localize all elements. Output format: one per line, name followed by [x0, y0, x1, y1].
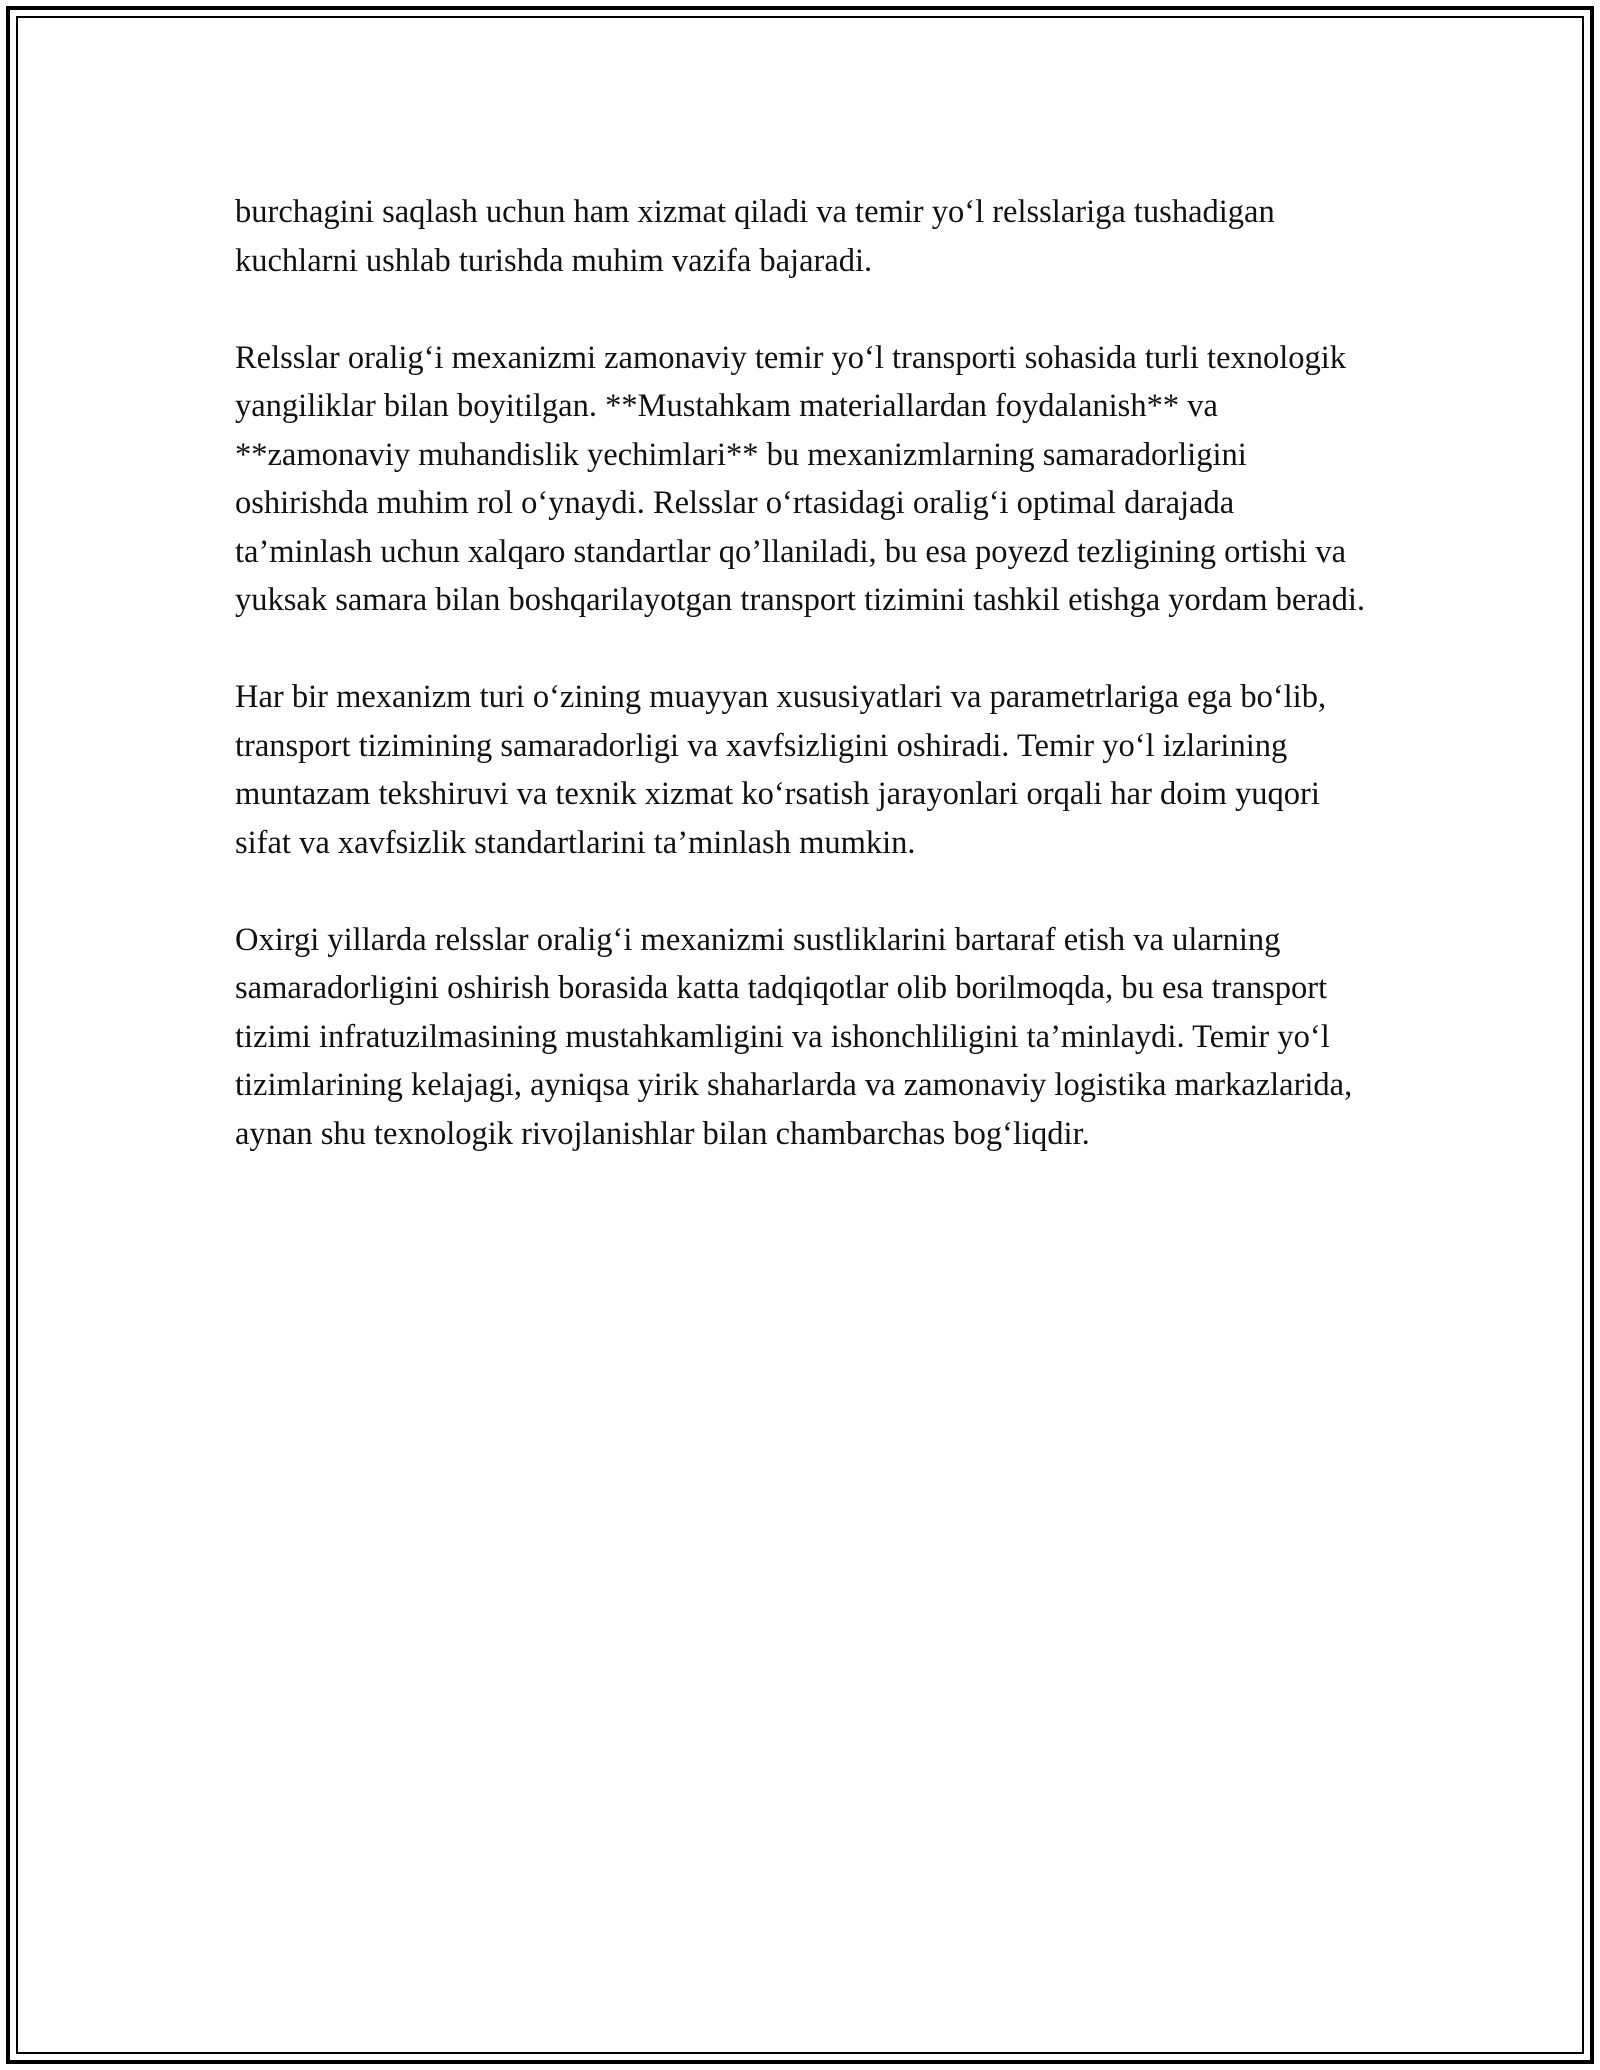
paragraph-1: burchagini saqlash uchun ham xizmat qiladi va temir yo‘l relsslariga tushadigan kuchlarni ushlab turishda muhim vazifa bajaradi.: [235, 194, 1275, 279]
paragraph-4: Oxirgi yillarda relsslar oralig‘i mexanizmi sustliklarini bartaraf etish va ularning samaradorligini oshirish borasida katta tadqiqotlar olib borilmoqda, bu esa transport tizimi infratuzilmasining mustahkamligini va ishonchliligini ta’minlaydi. Temir yo‘l tizimlarining kelajagi, ayniqsa yirik shaharlarda va zamonaviy logistika markazlarida, aynan shu texnologik rivojlanishlar bilan chambarchas bog‘liqdir.: [235, 921, 1353, 1152]
paragraph-3: Har bir mexanizm turi o‘zining muayyan xususiyatlari va parametrlariga ega bo‘lib, transport tizimining samaradorligi va xavfsizligini oshiradi. Temir yo‘l izlarining muntazam tekshiruvi va texnik xizmat ko‘rsatish jarayonlari orqali har doim yuqori sifat va xavfsizlik standartlarini ta’minlash mumkin.: [235, 679, 1327, 861]
paragraph-2: Relsslar oralig‘i mexanizmi zamonaviy temir yo‘l transporti sohasida turli texnologik yangiliklar bilan boyitilgan. **Mustahkam materiallardan foydalanish** va **zamonaviy muhandislik yechimlari** bu mexanizmlarning samaradorligini oshirishda muhim rol o‘ynaydi. Relsslar o‘rtasidagi oralig‘i optimal darajada ta’minlash uchun xalqaro standartlar qo’llaniladi, bu esa poyezd tezligining ortishi va yuksak samara bilan boshqarilayotgan transport tizimini tashkil etishga yordam beradi.: [235, 339, 1365, 618]
document-body: [235, 188, 1375, 1158]
